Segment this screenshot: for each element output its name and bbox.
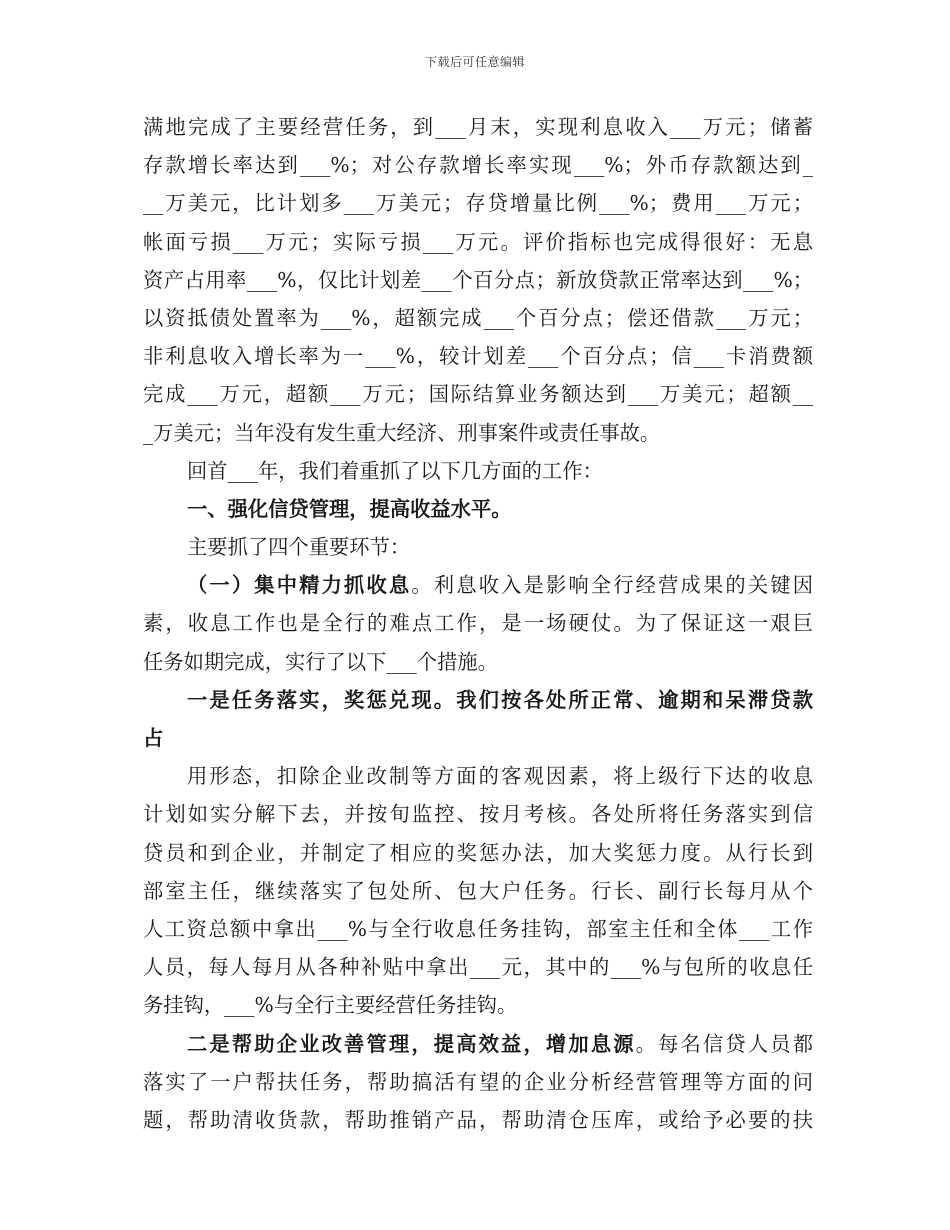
bold-subheading bbox=[143, 681, 813, 757]
text-line: 非利息收入增长率为一___%，较计划差___个百分点；信___卡消费额 bbox=[143, 344, 813, 369]
review-line: 回首___年，我们着重抓了以下几方面的工作： bbox=[187, 458, 603, 483]
section-heading-text: 一、强化信贷管理，提高收益水平。 bbox=[187, 496, 512, 521]
text-line: 任务如期完成，实行了以下___个措施。 bbox=[143, 649, 498, 674]
document-body bbox=[143, 108, 813, 1139]
text-line bbox=[143, 1025, 813, 1063]
paragraph-results bbox=[143, 108, 813, 452]
paragraph-rewards bbox=[143, 757, 813, 1024]
text-line: 贷员和到企业，并制定了相应的奖惩办法，加大奖惩力度。从行长到 bbox=[143, 840, 813, 865]
subheading-bold: 二是帮助企业改善管理，提高效益，增加息源 bbox=[187, 1031, 636, 1056]
subheading-bold: （一）集中精力抓收息 bbox=[187, 573, 412, 598]
text-run: 。利息收入是影响全行经营成果的关键因 bbox=[411, 573, 813, 598]
text-line: 人工资总额中拿出___%与全行收息任务挂钩，部室主任和全体___工作 bbox=[143, 916, 813, 941]
page-header: 下载后可任意编辑 bbox=[424, 55, 525, 69]
paragraph-interest-collection bbox=[143, 566, 813, 681]
text-line: 素，收息工作也是全行的难点工作，是一场硬仗。为了保证这一艰巨 bbox=[143, 611, 813, 636]
text-line: 计划如实分解下去，并按旬监控、按月考核。各处所将任务落实到信 bbox=[143, 802, 813, 827]
text-line bbox=[143, 719, 813, 757]
text-line: __万美元，比计划多___万美元；存贷增量比例___%；费用___万元； bbox=[143, 191, 813, 216]
bold-text: 占 bbox=[143, 726, 164, 750]
text-line: 部室主任，继续落实了包处所、包大户任务。行长、副行长每月从个 bbox=[143, 878, 813, 903]
text-line bbox=[143, 566, 813, 604]
text-line: 题，帮助清收货款，帮助推销产品，帮助清仓压库，或给予必要的扶 bbox=[143, 1107, 813, 1132]
text-line: 完成___万元，超额___万元；国际结算业务额达到___万美元；超额__ bbox=[143, 382, 813, 407]
text-line: 落实了一户帮扶任务，帮助搞活有望的企业分析经营管理等方面的问 bbox=[143, 1069, 813, 1094]
text-line: _万美元；当年没有发生重大经济、刑事案件或责任事故。 bbox=[143, 420, 661, 445]
text-line: 帐面亏损___万元；实际亏损___万元。评价指标也完成得很好：无息 bbox=[143, 229, 813, 254]
section-heading bbox=[143, 490, 813, 528]
paragraph-enterprise-help bbox=[143, 1025, 813, 1140]
text-line: 资产占用率___%，仅比计划差___个百分点；新放贷款正常率达到___%； bbox=[143, 267, 813, 292]
text-line: 以资抵债处置率为___%，超额完成___个百分点；偿还借款___万元； bbox=[143, 305, 813, 330]
text-line: 存款增长率达到___%；对公存款增长率实现___%；外币存款额达到_ bbox=[143, 153, 813, 178]
text-line: 务挂钩，___%与全行主要经营任务挂钩。 bbox=[143, 993, 518, 1018]
bold-text: 一是任务落实，奖惩兑现。我们按各处所正常、逾期和呆滞贷款 bbox=[187, 687, 813, 712]
text-line: 人员，每人每月从各种补贴中拿出___元，其中的___%与包所的收息任 bbox=[143, 955, 813, 980]
intro-line: 主要抓了四个重要环节： bbox=[187, 535, 411, 560]
text-line: 满地完成了主要经营任务，到___月末，实现利息收入___万元；储蓄 bbox=[143, 115, 813, 139]
text-line: 用形态，扣除企业改制等方面的客观因素，将上级行下达的收息 bbox=[187, 764, 813, 789]
text-line bbox=[143, 681, 813, 719]
text-run: 。每名信贷人员都 bbox=[635, 1031, 813, 1056]
